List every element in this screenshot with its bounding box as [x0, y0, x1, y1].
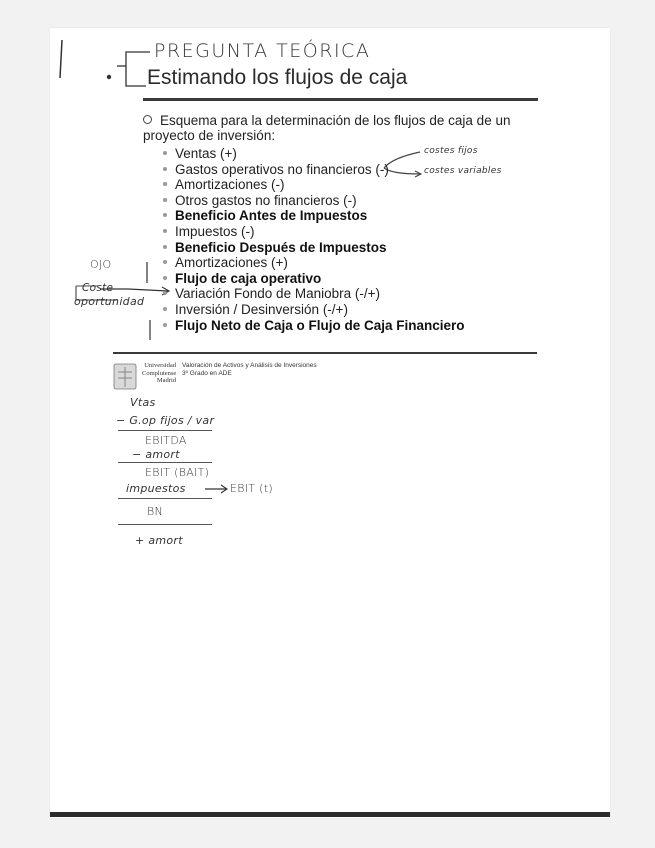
item-text: Flujo Neto de Caja o Flujo de Caja Financiero — [175, 317, 465, 333]
items-list — [163, 146, 465, 333]
footer-rule — [113, 352, 537, 354]
university-line: Madrid — [156, 377, 176, 385]
university-logo — [114, 364, 136, 389]
university-name — [142, 362, 176, 385]
list-item — [163, 146, 465, 162]
item-text: Beneficio Después de Impuestos — [175, 239, 387, 255]
costes-fijos-note: costes fijos — [424, 146, 478, 156]
list-item — [163, 162, 465, 178]
note-ebit-t: EBIT (t) — [230, 482, 273, 495]
note-rule — [118, 498, 212, 499]
page-edge-mark — [60, 40, 62, 78]
bullet-icon — [163, 213, 167, 217]
bullet-icon — [163, 260, 167, 264]
oportunidad-note: oportunidad — [74, 295, 145, 308]
list-item — [163, 240, 465, 256]
list-item — [163, 177, 465, 193]
item-text: Variación Fondo de Maniobra (-/+) — [175, 286, 380, 302]
circle-bullet-icon — [143, 115, 152, 124]
item-text: Beneficio Antes de Impuestos — [175, 208, 368, 224]
slide-title: Estimando los flujos de caja — [147, 66, 408, 89]
list-item — [163, 318, 465, 334]
bullet-icon — [163, 167, 167, 171]
bullet-icon — [163, 182, 167, 186]
costes-variables-note: costes variables — [424, 166, 502, 176]
bullet-icon — [163, 307, 167, 311]
title-rule — [143, 98, 538, 101]
bullet-icon — [163, 229, 167, 233]
course-title: Valoración de Activos y Análisis de Inversiones — [182, 362, 317, 369]
course-grade: 3º Grado en ADE — [182, 370, 232, 377]
item-text: Gastos operativos no financieros (-) — [175, 161, 389, 177]
list-item — [163, 193, 465, 209]
note-rule — [118, 462, 212, 463]
intro-bullet — [143, 113, 533, 143]
list-item — [163, 255, 465, 271]
bullet-icon — [163, 276, 167, 280]
note-plus-amort: + amort — [135, 534, 183, 547]
handwritten-title: PREGUNTA TEÓRICA — [154, 40, 371, 62]
item-text: Amortizaciones (-) — [175, 177, 285, 193]
list-item — [163, 302, 465, 318]
bullet-icon — [163, 323, 167, 327]
item-text: Otros gastos no financieros (-) — [175, 192, 357, 208]
item-text: Impuestos (-) — [175, 223, 255, 239]
list-item — [163, 271, 465, 287]
bullet-icon — [163, 291, 167, 295]
university-line: Complutense — [142, 369, 177, 377]
course-info — [182, 362, 317, 378]
list-item — [163, 224, 465, 240]
intro-text: Esquema para la determinación de los flujos de caja de un proyecto de inversión: — [143, 113, 511, 143]
bullet-icon — [163, 198, 167, 202]
coste-note: Coste — [82, 282, 114, 294]
item-text: Amortizaciones (+) — [175, 255, 288, 271]
note-bn: BN — [147, 505, 164, 518]
note-gastos: − G.op fijos / var — [116, 414, 215, 427]
item-text: Flujo de caja operativo — [175, 270, 322, 286]
note-ebitda: EBITDA — [145, 434, 187, 447]
note-vtas: Vtas — [130, 396, 156, 409]
note-amort: − amort — [132, 448, 180, 461]
item-text: Inversión / Desinversión (-/+) — [175, 301, 348, 317]
note-ebit: EBIT (BAIT) — [145, 466, 210, 479]
item-text: Ventas (+) — [175, 146, 237, 161]
bullet-icon — [163, 245, 167, 249]
header-dot — [107, 75, 111, 79]
list-item — [163, 208, 465, 224]
ojo-note: OJO — [90, 258, 112, 271]
note-rule — [118, 430, 212, 431]
note-impuestos: impuestos — [126, 482, 186, 495]
list-item — [163, 286, 465, 302]
bullet-icon — [163, 151, 167, 155]
university-line: Universidad — [144, 362, 176, 369]
note-rule — [118, 524, 212, 525]
